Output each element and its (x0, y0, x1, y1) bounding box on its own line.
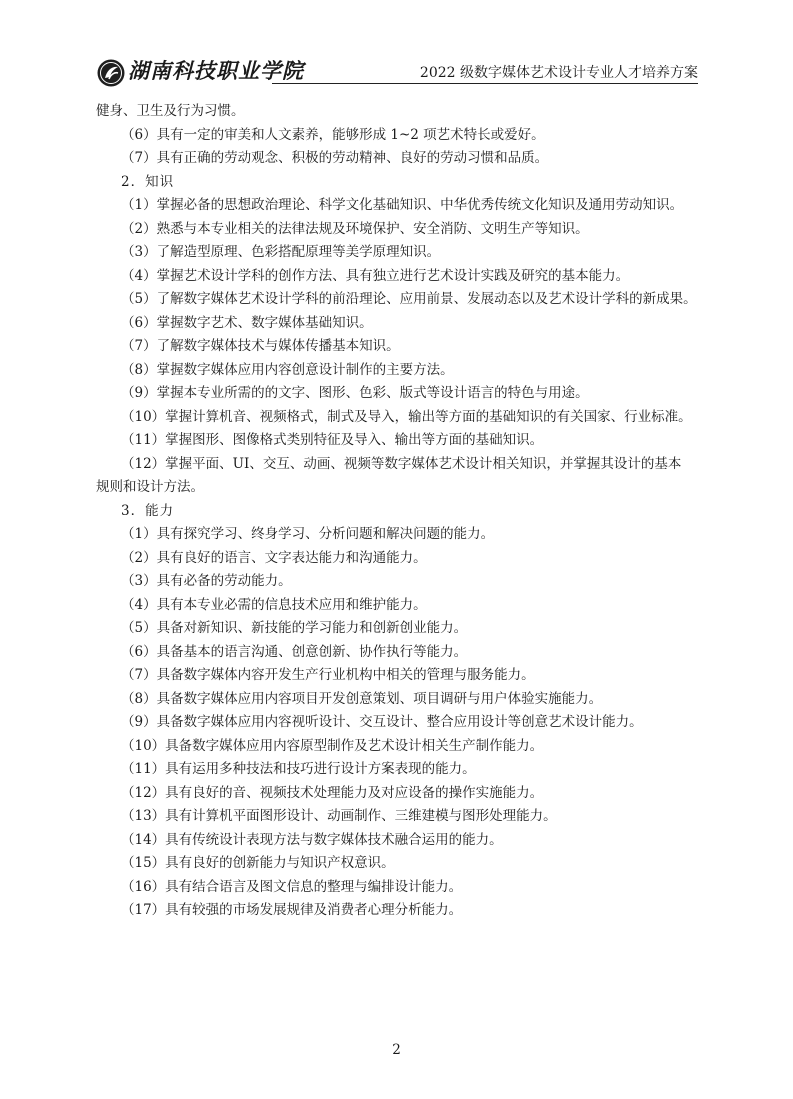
list-item: （17）具有较强的市场发展规律及消费者心理分析能力。 (121, 902, 463, 918)
section-heading-knowledge: 2．知识 (121, 173, 175, 190)
list-item: （6）具有一定的审美和人文素养，能够形成 1~2 项艺术特长或爱好。 (121, 126, 545, 143)
list-item: （8）具备数字媒体应用内容项目开发创意策划、项目调研与用户体验实施能力。 (121, 690, 603, 707)
list-item: （5）了解数字媒体艺术设计学科的前沿理论、应用前景、发展动态以及艺术设计学科的新成果。 (121, 291, 697, 307)
section-heading-ability: 3．能力 (121, 502, 175, 519)
list-item: （9）掌握本专业所需的的文字、图形、色彩、版式等设计语言的特色与用途。 (121, 385, 589, 401)
paragraph-line: 健身、卫生及行为习惯。 (96, 103, 245, 119)
list-item: （2）熟悉与本专业相关的法律法规及环境保护、安全消防、文明生产等知识。 (121, 220, 589, 237)
page-number: 2 (392, 1042, 401, 1058)
list-item: （6）具备基本的语言沟通、创意创新、协作执行等能力。 (121, 643, 468, 660)
list-item-continuation: 规则和设计方法。 (96, 479, 204, 495)
list-item: （1）具有探究学习、终身学习、分析问题和解决问题的能力。 (121, 526, 495, 542)
list-item: （7）具备数字媒体内容开发生产行业机构中相关的管理与服务能力。 (121, 667, 535, 683)
list-item: （11）掌握图形、图像格式类别特征及导入、输出等方面的基础知识。 (121, 432, 544, 448)
document-title: 2022 级数字媒体艺术设计专业人才培养方案 (419, 65, 698, 81)
list-item: （7）具有正确的劳动观念、积极的劳动精神、良好的劳动习惯和品质。 (121, 150, 549, 166)
list-item: （12）具有良好的音、视频技术处理能力及对应设备的操作实施能力。 (121, 784, 544, 801)
list-item: （14）具有传统设计表现方法与数字媒体技术融合运用的能力。 (121, 831, 503, 848)
list-item: （3）了解造型原理、色彩搭配原理等美学原理知识。 (121, 244, 441, 260)
list-item: （2）具有良好的语言、文字表达能力和沟通能力。 (121, 549, 427, 566)
list-item: （11）具有运用多种技法和技巧进行设计方案表现的能力。 (121, 761, 476, 777)
college-name: 湖南科技职业学院 (128, 58, 304, 83)
list-item: （12）掌握平面、UI、交互、动画、视频等数字媒体艺术设计相关知识，并掌握其设计的基本 (121, 455, 682, 472)
list-item: （4）具有本专业必需的信息技术应用和维护能力。 (121, 596, 427, 613)
list-item: （9）具备数字媒体应用内容视听设计、交互设计、整合应用设计等创意艺术设计能力。 (121, 714, 643, 730)
list-item: （10）掌握计算机音、视频格式，制式及导入，输出等方面的基础知识的有关国家、行业标准。 (121, 408, 692, 425)
list-item: （16）具有结合语言及图文信息的整理与编排设计能力。 (121, 878, 463, 895)
list-item: （1）掌握必备的思想政治理论、科学文化基础知识、中华优秀传统文化知识及通用劳动知识。 (121, 197, 684, 213)
list-item: （10）具备数字媒体应用内容原型制作及艺术设计相关生产制作能力。 (121, 737, 544, 754)
college-logo-icon (96, 58, 128, 88)
list-item: （13）具有计算机平面图形设计、动画制作、三维建模与图形处理能力。 (121, 808, 557, 824)
list-item: （3）具有必备的劳动能力。 (121, 573, 292, 589)
page-body (96, 100, 701, 923)
list-item: （4）掌握艺术设计学科的创作方法、具有独立进行艺术设计实践及研究的基本能力。 (121, 267, 630, 284)
list-item: （7）了解数字媒体技术与媒体传播基本知识。 (121, 338, 400, 354)
list-item: （6）掌握数字艺术、数字媒体基础知识。 (121, 314, 373, 331)
page-header (96, 58, 698, 88)
list-item: （5）具备对新知识、新技能的学习能力和创新创业能力。 (121, 620, 468, 636)
list-item: （15）具有良好的创新能力与知识产权意识。 (121, 855, 395, 871)
list-item: （8）掌握数字媒体应用内容创意设计制作的主要方法。 (121, 361, 454, 378)
header-rule (272, 83, 698, 84)
